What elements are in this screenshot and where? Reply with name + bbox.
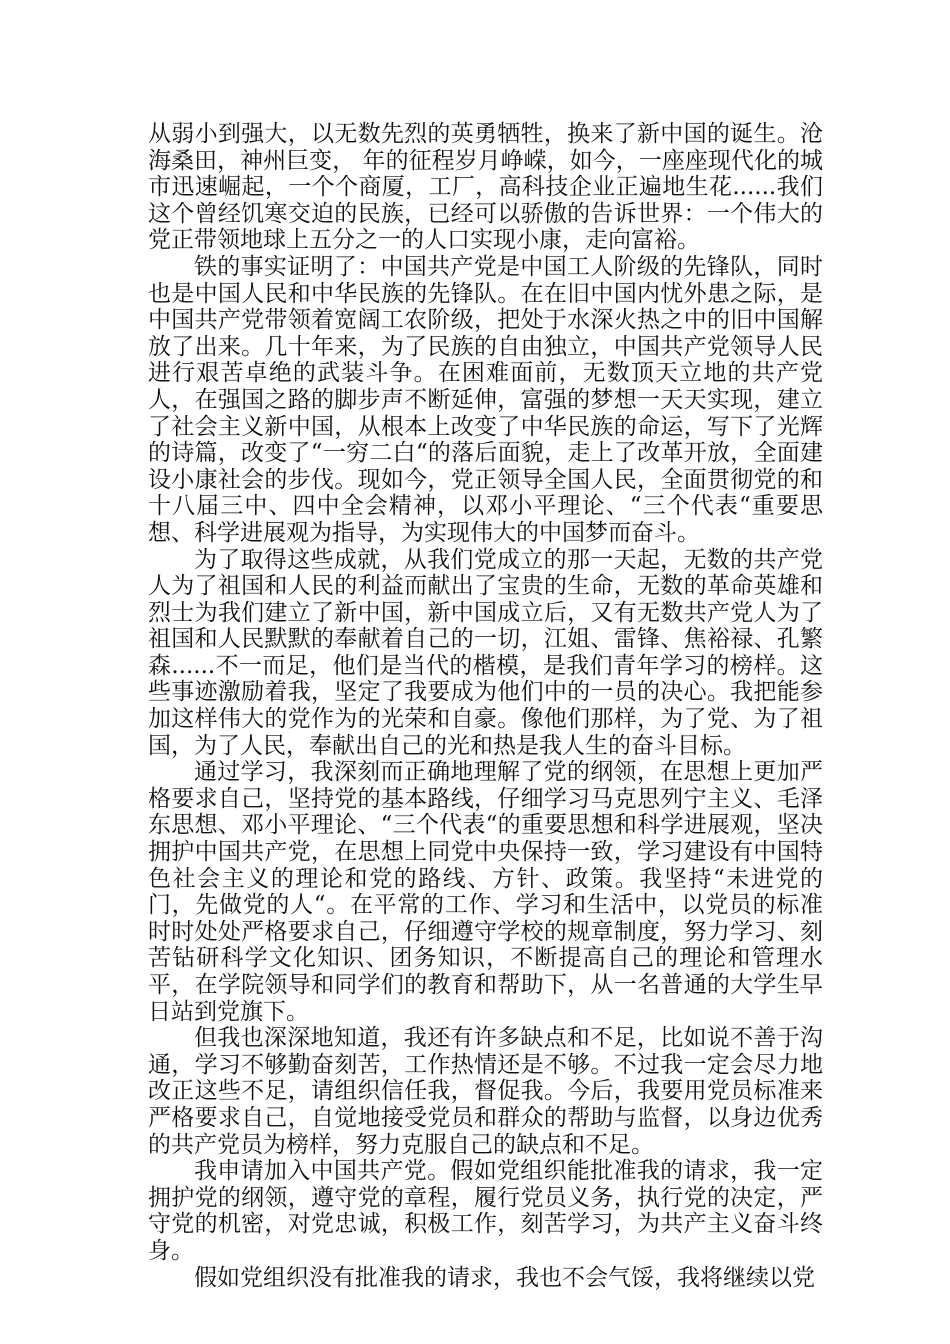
document-body (148, 121, 823, 1291)
paragraph-shortcomings: 但我也深深地知道，我还有许多缺点和不足，比如说不善于沟通，学习不够勤奋刻苦，工作热情还是不够。不过我一定会尽力地改正这些不足，请组织信任我，督促我。今后，我要用党员标准来严格要求自己，自觉地接受党员和群众的帮助与监督，以身边优秀的共产党员为榜样，努力克服自己的缺点和不足。 (148, 1025, 823, 1158)
paragraph-continuation: 从弱小到强大，以无数先烈的英勇牺牲，换来了新中国的诞生。沧海桑田，神州巨变， 年的征程岁月峥嵘，如今，一座座现代化的城市迅速崛起，一个个商厦，工厂，高科技企业正遍地生花......我们这个曾经饥寒交迫的民族，已经可以骄傲的告诉世界：一个伟大的党正带领地球上五分之一的人口实现小康，走向富裕。 (148, 121, 823, 254)
paragraph-study: 通过学习，我深刻而正确地理解了党的纲领，在思想上更加严格要求自己，坚持党的基本路线，仔细学习马克思列宁主义、毛泽东思想、邓小平理论、“三个代表“的重要思想和科学进展观，坚决拥护中国共产党，在思想上同党中央保持一致，学习建设有中国特色社会主义的理论和党的路线、方针、政策。我坚持“未进党的门，先做党的人“。在平常的工作、学习和生活中，以党员的标准时时处处严格要求自己，仔细遵守学校的规章制度，努力学习、刻苦钻研科学文化知识、团务知识，不断提高自己的理论和管理水平，在学院领导和同学们的教育和帮助下，从一名普通的大学生早日站到党旗下。 (148, 759, 823, 1025)
paragraph-facts-proof: 铁的事实证明了：中国共产党是中国工人阶级的先锋队，同时也是中国人民和中华民族的先锋队。在在旧中国内忧外患之际，是中国共产党带领着宽阔工农阶级，把处于水深火热之中的旧中国解放了出来。几十年来，为了民族的自由独立，中国共产党领导人民进行艰苦卓绝的武装斗争。在困难面前，无数顶天立地的共产党人，在强国之路的脚步声不断延伸，富强的梦想一天天实现，建立了社会主义新中国，从根本上改变了中华民族的命运，写下了光辉的诗篇，改变了“一穷二白“的落后面貌，走上了改革开放，全面建设小康社会的步伐。现如今，党正领导全国人民，全面贯彻党的和十八届三中、四中全会精神，以邓小平理论、“三个代表“重要思想、科学进展观为指导，为实现伟大的中国梦而奋斗。 (148, 253, 823, 546)
paragraph-if-not-approved: 假如党组织没有批准我的请求，我也不会气馁，我将继续以党 (194, 1264, 815, 1291)
paragraph-achievements: 为了取得这些成就，从我们党成立的那一天起，无数的共产党人为了祖国和人民的利益而献出了宝贵的生命，无数的革命英雄和烈士为我们建立了新中国，新中国成立后，又有无数共产党人为了祖国和人民默默的奉献着自己的一切，江姐、雷锋、焦裕禄、孔繁森......不一而足，他们是当代的楷模，是我们青年学习的榜样。这些事迹激励着我，坚定了我要成为他们中的一员的决心。我把能参加这样伟大的党作为的光荣和自豪。像他们那样，为了党、为了祖国，为了人民，奉献出自己的光和热是我人生的奋斗目标。 (148, 546, 823, 759)
paragraph-application: 我申请加入中国共产党。假如党组织能批准我的请求，我一定拥护党的纲领，遵守党的章程，履行党员义务，执行党的决定，严守党的机密，对党忠诚，积极工作，刻苦学习，为共产主义奋斗终身。 (148, 1158, 823, 1264)
